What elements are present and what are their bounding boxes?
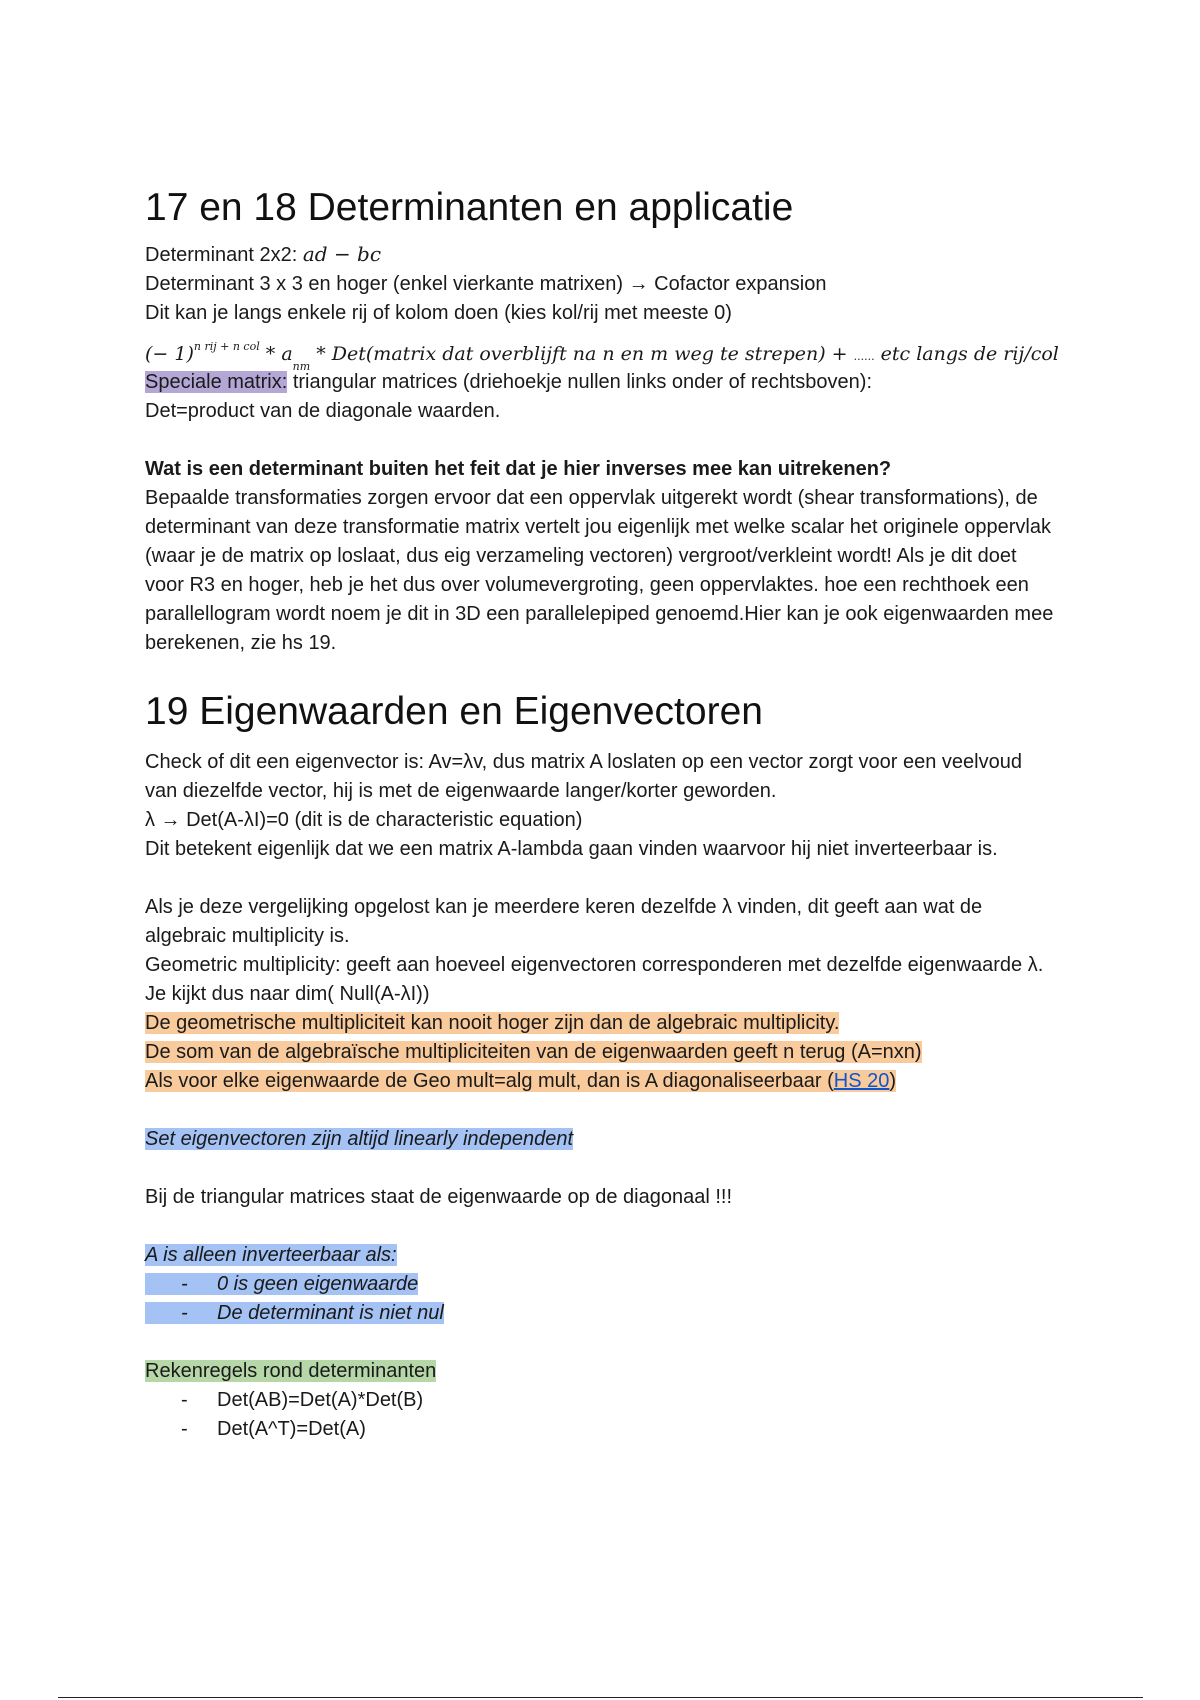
independent-note: Set eigenvectoren zijn altijd linearly independent	[145, 1128, 574, 1150]
orange-note-1: De geometrische multipliciteit kan nooit hoger zijn dan de algebraic multiplicity.	[145, 1012, 840, 1034]
triangular-note: Bij de triangular matrices staat de eigenwaarde op de diagonaal !!!	[145, 1186, 733, 1208]
list-item: - Det(AB)=Det(A)*Det(B)	[181, 1389, 424, 1411]
det-product-line: Det=product van de diagonale waarden.	[145, 400, 501, 422]
orange-note-2: De som van de algebraïsche multipliciteiten van de eigenwaarden geeft n terug (A=nxn)	[145, 1041, 922, 1063]
section-heading-determinants: 17 en 18 Determinanten en applicatie	[145, 186, 794, 229]
row-col-line: Dit kan je langs enkele rij of kolom doen (kies kol/rij met meeste 0)	[145, 302, 732, 324]
list-item: - 0 is geen eigenwaarde	[145, 1270, 1175, 1299]
document-page	[145, 180, 1175, 1444]
cofactor-formula: (− $1)^{n rij + n col} * a_{nm}$ * Det(matrix dat overblijft na n en m weg te strepen) + ...... etc langs de rij/col	[145, 340, 1059, 373]
section-heading-eigenvalues: 19 Eigenwaarden en Eigenvectoren	[145, 690, 763, 733]
hs20-link[interactable]: HS 20	[833, 1070, 890, 1092]
orange-note-3: Als voor elke eigenwaarde de Geo mult=alg mult, dan is A diagonaliseerbaar (HS 20)	[145, 1070, 897, 1092]
list-item: - Det(A^T)=Det(A)	[181, 1418, 366, 1440]
invertible-title: A is alleen inverteerbaar als:	[145, 1244, 397, 1266]
det-2x2-formula: ad − bc	[302, 242, 382, 266]
eigenvector-check: Check of dit een eigenvector is: Av=λv, dus matrix A loslaten op een vector zorgt voor een veelvoud van diezelfde vector, hij is met de eigenwaarde langer/korter geworden.	[145, 751, 1022, 802]
det-3x3-line: Determinant 3 x 3 en hoger (enkel vierkante matrixen) → Cofactor expansion	[145, 273, 827, 295]
page-bottom-rule	[58, 1697, 1143, 1698]
eigen-meaning: Dit betekent eigenlijk dat we een matrix A-lambda gaan vinden waarvoor hij niet inverteerbaar is.	[145, 838, 998, 860]
rules-title: Rekenregels rond determinanten	[145, 1360, 437, 1382]
special-matrix-line: Speciale matrix: triangular matrices (driehoekje nullen links onder of rechtsboven):	[145, 371, 873, 393]
special-matrix-highlight: Speciale matrix:	[145, 371, 288, 393]
determinant-explanation: Bepaalde transformaties zorgen ervoor dat een oppervlak uitgerekt wordt (shear transformations), de determinant van deze transformatie matrix vertelt jou eigenlijk met welke scalar het originele oppervlak (waar je de matrix op loslaat, dus eig verzameling vectoren) vergroot/verkleint wordt! Als je dit doet voor R3 en hoger, heb je het dus over volumevergroting, geen oppervlaktes. hoe een rechthoek een parallellogram wordt noem je dit in 3D een parallelepiped genoemd.Hier kan je ook eigenwaarden mee berekenen, zie hs 19.	[145, 487, 1054, 654]
determinant-question: Wat is een determinant buiten het feit dat je hier inverses mee kan uitrekenen?	[145, 458, 892, 480]
det-2x2-line: Determinant 2x2: ad − bc	[145, 242, 382, 266]
list-item: - De determinant is niet nul	[145, 1299, 1175, 1328]
geometric-multiplicity: Geometric multiplicity: geeft aan hoeveel eigenvectoren corresponderen met dezelfde eigenwaarde λ. Je kijkt dus naar dim( Null(A-λI))	[145, 954, 1044, 1005]
algebraic-multiplicity: Als je deze vergelijking opgelost kan je meerdere keren dezelfde λ vinden, dit geeft aan wat de algebraic multiplicity is.	[145, 896, 983, 947]
characteristic-equation: λ → Det(A-λI)=0 (dit is de characteristic equation)	[145, 809, 583, 831]
